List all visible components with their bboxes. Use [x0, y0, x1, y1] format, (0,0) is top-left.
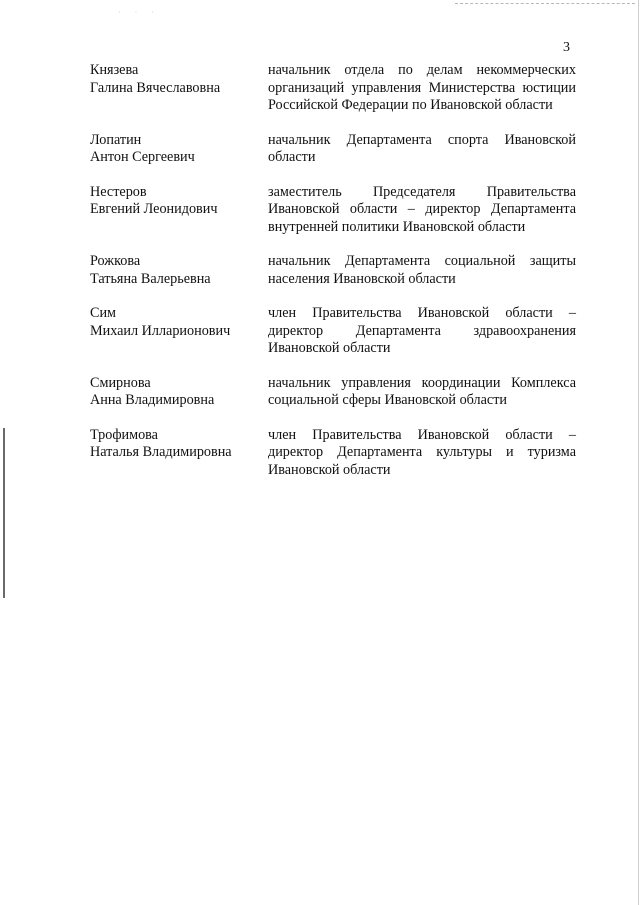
- member-name: [90, 375, 268, 410]
- member-position: начальник Департамента спорта Ивановской области: [268, 131, 576, 165]
- member-position: начальник управления координации Комплекса социальной сферы Ивановской области: [268, 374, 576, 408]
- member-name: [90, 62, 268, 115]
- member-entry: [90, 305, 576, 358]
- member-entry: [90, 184, 576, 237]
- member-surname: Рожкова: [90, 253, 141, 269]
- scan-artifact-edge-line: [638, 0, 639, 905]
- scan-artifact-line: [455, 3, 635, 4]
- member-entry: [90, 132, 576, 167]
- member-name: [90, 305, 268, 358]
- member-name: [90, 253, 268, 288]
- scan-artifact-edge-mark: [3, 428, 5, 598]
- member-given-names: Михаил Илларионович: [90, 322, 231, 339]
- member-given-names: Наталья Владимировна: [90, 444, 232, 460]
- member-position: член Правительства Ивановской области – директор Департамента здравоохранения Ивановской области: [268, 305, 576, 356]
- member-surname: Сим: [90, 305, 117, 321]
- member-position: начальник Департамента социальной защиты населения Ивановской области: [268, 253, 576, 287]
- page-number: 3: [563, 40, 570, 55]
- member-surname: Лопатин: [90, 131, 142, 148]
- member-given-names: Галина Вячеславовна: [90, 79, 221, 96]
- member-position: начальник отдела по делам некоммерческих организаций управления Министерства юстиции Российской Федерации по Ивановской области: [268, 62, 576, 113]
- member-name: [90, 132, 268, 167]
- scan-artifact-dots: · · ·: [118, 8, 160, 17]
- member-surname: Нестеров: [90, 183, 147, 200]
- member-position: заместитель Председателя Правительства Ивановской области – директор Департамента внутренней политики Ивановской области: [268, 183, 576, 235]
- member-position: член Правительства Ивановской области – директор Департамента культуры и туризма Ивановской области: [268, 426, 576, 478]
- member-given-names: Анна Владимировна: [90, 392, 215, 408]
- member-entry: [90, 62, 576, 115]
- member-entry: [90, 427, 576, 480]
- member-name: [90, 427, 268, 480]
- member-name: [90, 184, 268, 237]
- member-entry: [90, 253, 576, 288]
- member-surname: Князева: [90, 62, 139, 78]
- member-given-names: Антон Сергеевич: [90, 149, 195, 165]
- member-surname: Трофимова: [90, 426, 158, 443]
- member-surname: Смирнова: [90, 374, 151, 391]
- member-given-names: Евгений Леонидович: [90, 201, 218, 217]
- member-given-names: Татьяна Валерьевна: [90, 270, 211, 287]
- members-list: [90, 62, 576, 496]
- member-entry: [90, 375, 576, 410]
